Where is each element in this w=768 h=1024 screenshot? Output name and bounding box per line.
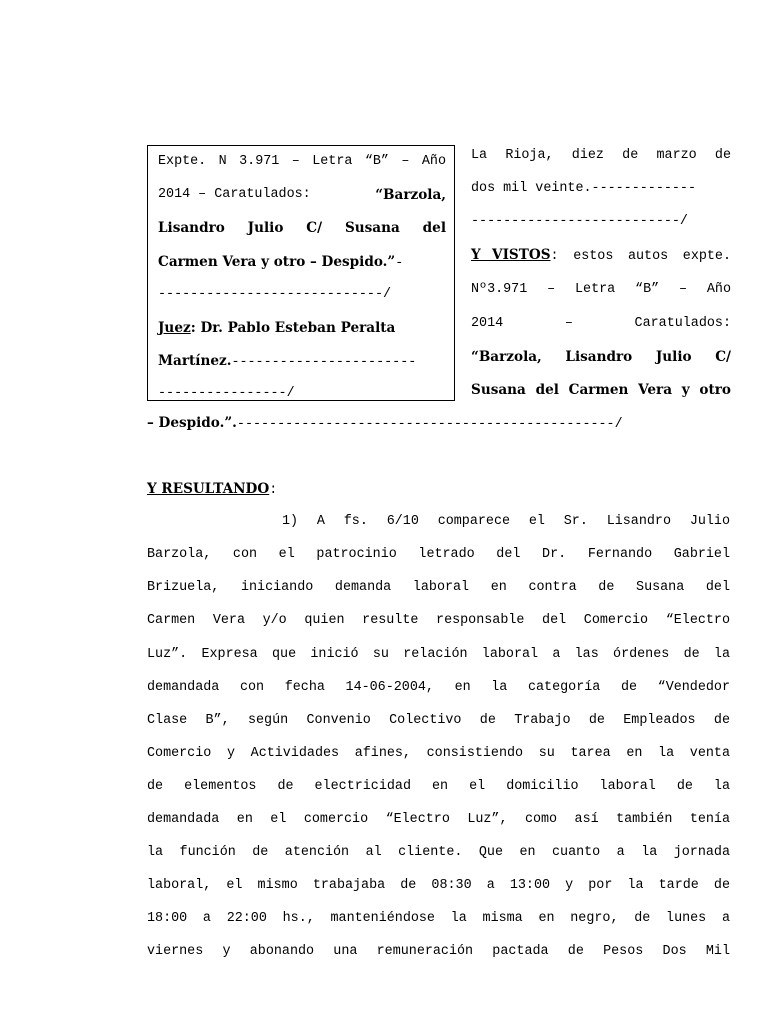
right-line-5: Nº3.971 – Letra “B” – Año: [471, 282, 731, 297]
body-line: de elementos de electricidad en el domicilio laboral de la: [147, 779, 730, 794]
judge-name: : Dr. Pablo Esteban Peralta: [190, 320, 396, 336]
body-line: demandada con fecha 14-06-2004, en la categoría de “Vendedor: [147, 680, 730, 695]
caption-line-5: ----------------------------/: [158, 287, 392, 302]
date-line-2: dos mil veinte.-------------: [471, 181, 696, 196]
caption-line-4-dash: -: [395, 256, 404, 271]
caption-line-7: [158, 353, 416, 371]
right-line-7: “Barzola, Lisandro Julio C/: [471, 349, 731, 365]
body-line: Carmen Vera y/o quien resulte responsable del Comercio “Electro: [147, 613, 730, 628]
caption-line-7-dashes: -----------------------: [231, 355, 417, 370]
body-line: laboral, el mismo trabajaba de 08:30 a 13:00 y por la tarde de: [147, 878, 730, 893]
body-line: viernes y abonando una remuneración pactada de Pesos Dos Mil: [147, 944, 730, 959]
judge-label: Juez: [158, 320, 191, 336]
date-line-3: --------------------------/: [471, 214, 688, 229]
caption-line-7-text: Martínez.: [158, 353, 232, 369]
body-line: la función de atención al cliente. Que en cuanto a la jornada: [147, 845, 730, 860]
caption-party-name: “Barzola,: [375, 187, 446, 203]
caption-line-6: [158, 320, 395, 336]
caption-closing-dashes: -----------------------------------------------/: [236, 417, 623, 432]
caption-line-3: Lisandro Julio C/ Susana del: [158, 220, 446, 236]
body-line: Barzola, con el patrocinio letrado del Dr. Fernando Gabriel: [147, 547, 730, 562]
vistos-line: [471, 247, 731, 265]
caption-line-1: Expte. N 3.971 – Letra “B” – Año: [158, 154, 446, 169]
caption-line-4-text: Carmen Vera y otro – Despido.”: [158, 254, 396, 270]
resultando-heading: Y RESULTANDO: [147, 481, 270, 497]
caption-closing-line: [147, 415, 623, 433]
body-line: 1) A fs. 6/10 comparece el Sr. Lisandro Julio: [282, 514, 730, 529]
body-line: Comercio y Actividades afines, consistiendo su tarea en la venta: [147, 746, 730, 761]
section-heading: [147, 481, 277, 499]
right-line-6: 2014 – Caratulados:: [471, 316, 731, 331]
resultando-colon: :: [269, 483, 278, 498]
caption-line-4: [158, 254, 446, 272]
caption-line-2-text: 2014 – Caratulados:: [158, 187, 319, 202]
right-line-8: Susana del Carmen Vera y otro: [471, 382, 731, 398]
caption-line-2: [158, 187, 446, 203]
caption-closing-text: – Despido.”.: [147, 415, 237, 431]
body-line: Clase B”, según Convenio Colectivo de Trabajo de Empleados de: [147, 713, 730, 728]
date-line-1: La Rioja, diez de marzo de: [471, 148, 731, 163]
body-line: Luz”. Expresa que inició su relación laboral a las órdenes de la: [147, 647, 730, 662]
body-line: demandada en el comercio “Electro Luz”, como así también tenía: [147, 812, 730, 827]
body-line: Brizuela, iniciando demanda laboral en contra de Susana del: [147, 580, 730, 595]
caption-line-8: ----------------/: [158, 386, 295, 401]
body-line: 18:00 a 22:00 hs., manteniéndose la misma en negro, de lunes a: [147, 911, 730, 926]
vistos-text: : estos autos expte.: [550, 249, 732, 264]
vistos-label: Y VISTOS: [471, 247, 551, 263]
